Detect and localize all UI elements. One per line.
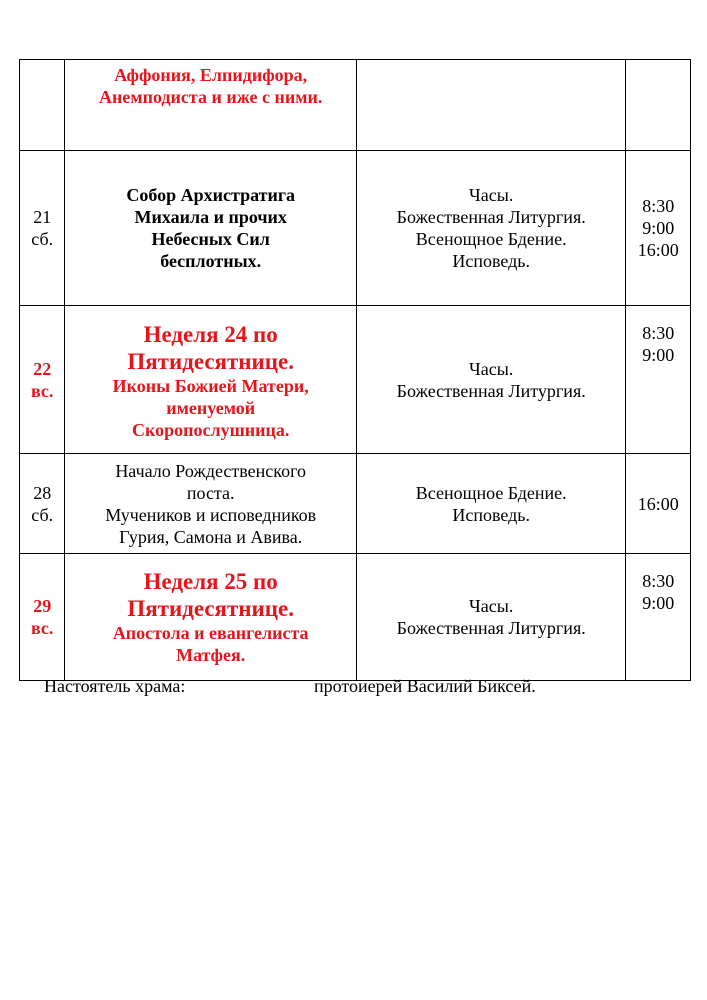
times-cell xyxy=(626,454,691,554)
feast-line: Матфея. xyxy=(176,645,246,665)
rector-label: Настоятель храма: xyxy=(44,676,186,696)
feast-line: Михаила и прочих xyxy=(134,207,287,227)
services-cell xyxy=(356,554,625,681)
day-number: 21 xyxy=(33,207,52,227)
services-cell xyxy=(356,60,625,151)
day-number: 22 xyxy=(33,358,52,379)
weekday: вс. xyxy=(30,618,54,638)
service-time: 8:30 xyxy=(642,571,675,591)
services-cell xyxy=(356,151,625,306)
times-cell xyxy=(626,554,691,681)
date-cell xyxy=(20,554,65,681)
service-line: Исповедь. xyxy=(452,251,530,271)
feast-line: Начало Рождественского xyxy=(115,460,307,481)
service-time: 9:00 xyxy=(642,218,675,238)
services-cell xyxy=(356,306,625,454)
date-cell xyxy=(20,454,65,554)
service-line: Всенощное Бдение. xyxy=(415,482,567,503)
service-line: Всенощное Бдение. xyxy=(415,229,567,249)
times-cell xyxy=(626,60,691,151)
date-cell xyxy=(20,60,65,151)
feast-title-line: Неделя 24 по xyxy=(143,321,278,347)
feast-line: Апостола и евангелиста xyxy=(112,623,309,643)
day-number: 29 xyxy=(33,596,52,616)
date-cell xyxy=(20,306,65,454)
service-time: 8:30 xyxy=(642,196,675,216)
weekday: сб. xyxy=(31,504,54,525)
service-line: Часы. xyxy=(469,596,514,616)
services-cell xyxy=(356,454,625,554)
feast-line: Анемподиста и иже с ними. xyxy=(98,87,323,107)
feast-title-line: Неделя 25 по xyxy=(143,569,278,594)
day-number: 28 xyxy=(33,482,52,503)
table-row xyxy=(20,554,691,681)
service-line: Исповедь. xyxy=(452,504,530,525)
feast-line: Аффония, Елпидифора, xyxy=(114,65,308,85)
feast-cell xyxy=(65,151,357,306)
service-line: Божественная Литургия. xyxy=(396,380,586,401)
feast-cell xyxy=(65,306,357,454)
service-time: 9:00 xyxy=(642,593,675,613)
rector-name: протоиерей Василий Биксей. xyxy=(314,676,536,696)
feast-line: именуемой xyxy=(166,397,256,418)
service-line: Божественная Литургия. xyxy=(396,207,586,227)
table-row xyxy=(20,60,691,151)
service-line: Божественная Литургия. xyxy=(396,618,586,638)
service-time: 16:00 xyxy=(637,240,679,260)
service-time: 9:00 xyxy=(642,345,675,365)
feast-cell xyxy=(65,454,357,554)
table-row xyxy=(20,306,691,454)
times-cell xyxy=(626,151,691,306)
table-row xyxy=(20,151,691,306)
feast-title-line: Пятидесятнице. xyxy=(127,596,295,621)
feast-line: бесплотных. xyxy=(160,251,262,271)
feast-line: поста. xyxy=(186,482,235,503)
service-line: Часы. xyxy=(469,358,514,379)
feast-line: Небесных Сил xyxy=(151,229,270,249)
feast-cell xyxy=(65,554,357,681)
times-cell xyxy=(626,306,691,454)
feast-title-line: Пятидесятнице. xyxy=(127,348,295,374)
feast-line: Гурия, Самона и Авива. xyxy=(119,526,303,547)
service-schedule-table xyxy=(19,59,691,681)
feast-line: Иконы Божией Матери, xyxy=(112,375,309,396)
weekday: вс. xyxy=(30,380,54,401)
date-cell xyxy=(20,151,65,306)
service-line: Часы. xyxy=(469,185,514,205)
feast-line: Мучеников и исповедников xyxy=(105,504,317,525)
service-time: 16:00 xyxy=(637,493,679,514)
table-row xyxy=(20,454,691,554)
weekday: сб. xyxy=(31,229,54,249)
feast-line: Скоропослушница. xyxy=(131,419,290,440)
feast-cell xyxy=(65,60,357,151)
service-time: 8:30 xyxy=(642,323,675,343)
feast-line: Собор Архистратига xyxy=(126,185,295,205)
